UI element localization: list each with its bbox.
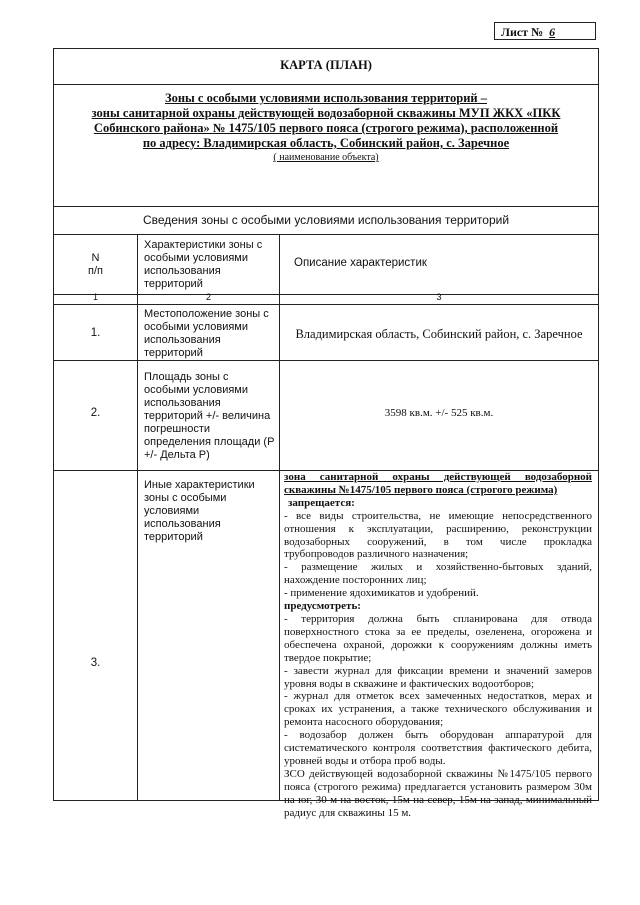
prohibited-item: - применение ядохимикатов и удобрений. (284, 587, 479, 600)
document-table (53, 48, 599, 819)
index-cell (280, 292, 598, 304)
section-heading-row (54, 207, 598, 235)
subtitle-line: Зоны с особыми условиями использования территорий – (164, 91, 488, 105)
row-number: 2. (90, 407, 101, 419)
other-characteristics-text (284, 471, 592, 819)
index-cell (138, 292, 280, 304)
provide-item: - водозабор должен быть оборудован аппаратурой для систематического контроля соответствия фактического дебита, уровней воды и отбора проб воды. (284, 729, 592, 767)
prohibited-item: - размещение жилых и хозяйственно-бытовых зданий, нахождение посторонних лиц; (284, 561, 592, 587)
row-label-cell (138, 471, 280, 800)
table-row (54, 361, 598, 471)
prohibited-label: запрещается: (288, 496, 355, 509)
table-row (54, 471, 598, 819)
column-index: 2 (205, 292, 211, 302)
subtitle-line: Собинского района» № 1475/105 первого пояса (строгого режима), расположенной (93, 121, 559, 135)
sheet-number: 6 (549, 25, 556, 39)
row-number: 1. (90, 327, 101, 339)
section-heading: Сведения зоны с особыми условиями использования территорий (142, 213, 510, 227)
row-label-cell (138, 361, 280, 470)
subtitle-row (54, 85, 598, 207)
row-value-cell (280, 305, 598, 360)
table-header-row (54, 235, 598, 295)
header-characteristics: Характеристики зоны с особыми условиями использования территорий (144, 239, 263, 290)
row-number-cell (54, 471, 138, 800)
header-cell-desc (280, 235, 598, 294)
column-index: 3 (436, 292, 442, 302)
index-cell (54, 292, 138, 304)
header-cell-char (138, 235, 280, 294)
row-value-cell (280, 471, 598, 819)
zone-heading: зона санитарной охраны действующей водозаборной скважины №1475/105 первого пояса (строгого режима) (284, 471, 592, 496)
zone-size-text: ЗСО действующей водозаборной скважины №1475/105 первого пояса (строгого режима) предлагается установить размером 30м на юг, 30 м на восток, 15м на север, 15м на запад, минимальный радиус для скважины 15 м. (284, 767, 592, 819)
table-row (54, 305, 598, 361)
provide-label: предусмотреть: (284, 600, 361, 613)
row-number: 3. (90, 657, 101, 669)
column-index-row (54, 292, 598, 305)
subtitle-line: зоны санитарной охраны действующей водозаборной скважины МУП ЖКХ «ПКК (91, 106, 561, 120)
row-number-cell (54, 305, 138, 360)
document-title: КАРТА (ПЛАН) (280, 58, 372, 72)
provide-item: - завести журнал для фиксации времени и значений замеров уровня воды в скважине и фактических водоотборов; (284, 664, 592, 690)
title-row (54, 49, 598, 85)
object-name (84, 91, 568, 164)
provide-item: - территория должна быть спланирована для отвода поверхностного стока за ее пределы, озеленена, огорожена и обеспечена охраной, дорожки к сооружениям должны иметь твердое покрытие; (284, 612, 592, 664)
row-label: Иные характеристики зоны с особыми условиями использования территорий (144, 479, 255, 543)
area-value: 3598 кв.м. +/- 525 кв.м. (384, 407, 494, 419)
header-cell-n (54, 235, 138, 294)
subtitle-line: по адресу: Владимирская область, Собинский район, с. Заречное (142, 136, 510, 150)
sheet-label: Лист № (501, 25, 544, 39)
prohibited-item: - все виды строительства, не имеющие непосредственного отношения к эксплуатации, расширению, реконструкции водозаборных сооружений, в том числе прокладка трубопроводов различного назначения; (284, 509, 592, 561)
provide-item: - журнал для отметок всех замеченных недостатков, мерах и сроках их устранения, а также технического обслуживания и ремонта насосного оборудования; (284, 690, 592, 729)
row-value-cell (280, 361, 598, 470)
row-label-cell (138, 305, 280, 360)
header-n: N п/п (88, 252, 103, 277)
row-number-cell (54, 361, 138, 470)
header-description: Описание характеристик (294, 257, 427, 269)
sheet-number-box (494, 22, 596, 40)
object-name-caption: ( наименование объекта) (273, 152, 379, 163)
row-label: Площадь зоны с особыми условиями использования территорий +/- величина погрешности определения площади (P +/- Дельта P) (144, 371, 275, 461)
row-label: Местоположение зоны с особыми условиями использования территорий (144, 308, 269, 359)
location-value: Владимирская область, Собинский район, с. Заречное (295, 327, 583, 341)
column-index: 1 (92, 292, 98, 302)
